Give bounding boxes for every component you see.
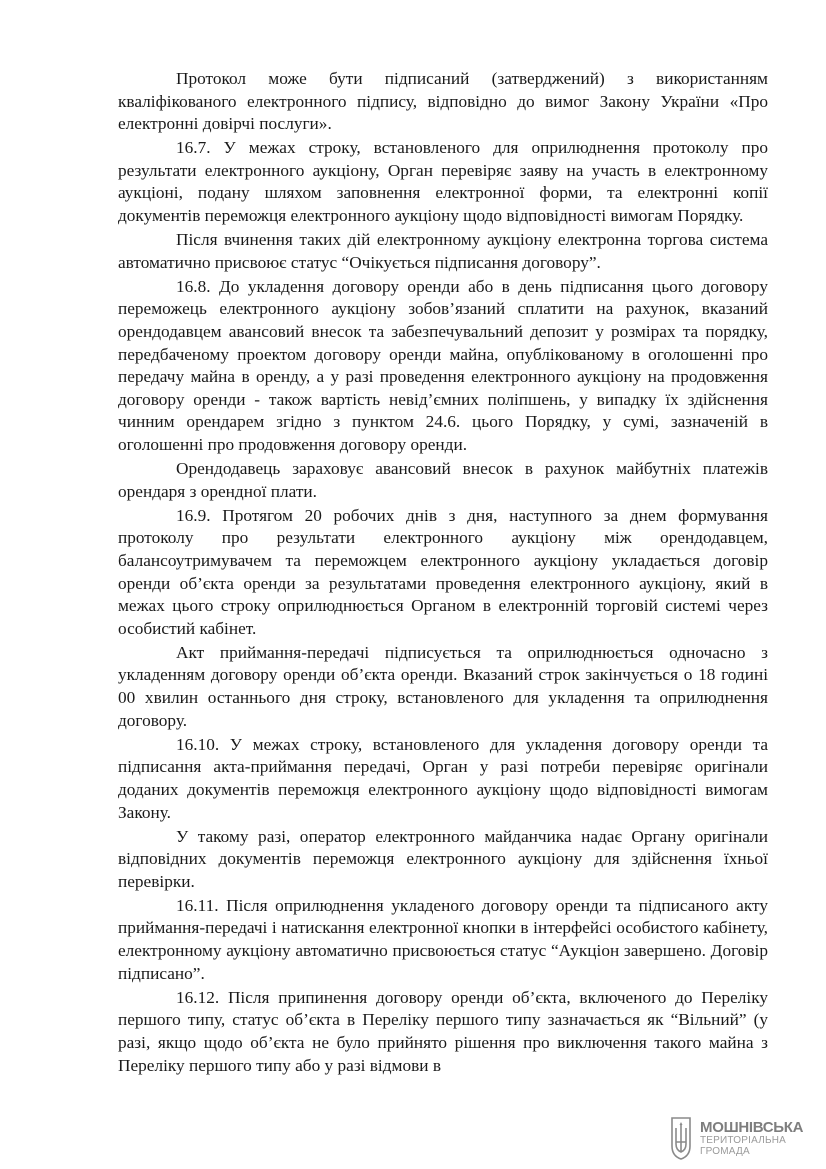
paragraph-16-10: 16.10. У межах строку, встановленого для укладення договору оренди та підписання акта-приймання передачі, Орган у разі потреби перевіряє оригінали доданих документів переможця електронного аукціону щодо відповідності вимогам Закону. [118,734,768,822]
paragraph-16-8: 16.8. До укладення договору оренди або в день підписання цього договору переможець електронного аукціону зобов’язаний сплатити на рахунок, вказаний орендодавцем авансовий внесок та забезпечувальний депозит у розмірах та порядку, передбаченому проектом договору оренди майна, опублікованому в оголошенні про передачу майна в оренду, а у разі проведення електронного аукціону на продовження договору оренди - також вартість невід’ємних поліпшень, у випадку їх здійснення чинним орендарем згідно з пунктом 24.6. цього Порядку, у сумі, зазначеній в оголошенні про продовження договору оренди. [118,276,768,454]
paragraph-advance-payment: Орендодавець зараховує авансовий внесок в рахунок майбутніх платежів орендаря з орендної плати. [118,459,768,501]
logo-line-2: ГРОМАДА [700,1145,750,1157]
paragraph-16-11: 16.11. Після оприлюднення укладеного договору оренди та підписаного акту приймання-передачі і натискання електронної кнопки в інтерфейсі особистого кабінету, електронному аукціону автоматично присвоюється статус “Аукціон завершено. Договір підписано”. [118,895,768,983]
paragraph-acceptance-act: Акт приймання-передачі підписується та оприлюднюється одночасно з укладенням договору оренди об’єкта оренди. Вказаний строк закінчується о 18 годині 00 хвилин останнього дня строку, встановленого для укладення та оприлюднення договору. [118,642,768,730]
logo-name: МОШНІВСЬКА [700,1118,804,1136]
community-logo [668,1114,818,1162]
trident-icon [668,1116,694,1160]
logo-line-1: ТЕРИТОРІАЛЬНА [700,1134,787,1146]
document-body [118,68,768,1079]
paragraph-operator-originals: У такому разі, оператор електронного майданчика надає Органу оригінали відповідних документів переможця електронного аукціону для здійснення їхньої перевірки. [118,826,768,891]
paragraph-16-7: 16.7. У межах строку, встановленого для оприлюднення протоколу про результати електронного аукціону, Орган перевіряє заяву на участь в електронному аукціоні, подану шляхом заповнення електронної форми, та електронні копії документів переможця електронного аукціону щодо відповідності вимогам Порядку. [118,138,768,226]
paragraph-16-9: 16.9. Протягом 20 робочих днів з дня, наступного за днем формування протоколу про результати електронного аукціону між орендодавцем, балансоутримувачем та переможцем електронного аукціону укладається договір оренди об’єкта оренди за результатами проведення електронного аукціону, який в межах цього строку оприлюднюється Органом в електронній торговій системі через особистий кабінет. [118,505,768,638]
paragraph-16-12: 16.12. Після припинення договору оренди об’єкта, включеного до Переліку першого типу, статус об’єкта в Переліку першого типу зазначається як “Вільний” (у разі, якщо щодо об’єкта не було прийнято рішення про виключення такого майна з Переліку першого типу або у разі відмови в [118,987,768,1075]
paragraph-signature: Протокол може бути підписаний (затверджений) з використанням кваліфікованого електронного підпису, відповідно до вимог Закону України «Про електронні довірчі послуги». [118,69,768,134]
paragraph-status-awaiting: Після вчинення таких дій електронному аукціону електронна торгова система автоматично присвоює статус “Очікується підписання договору”. [118,230,768,272]
